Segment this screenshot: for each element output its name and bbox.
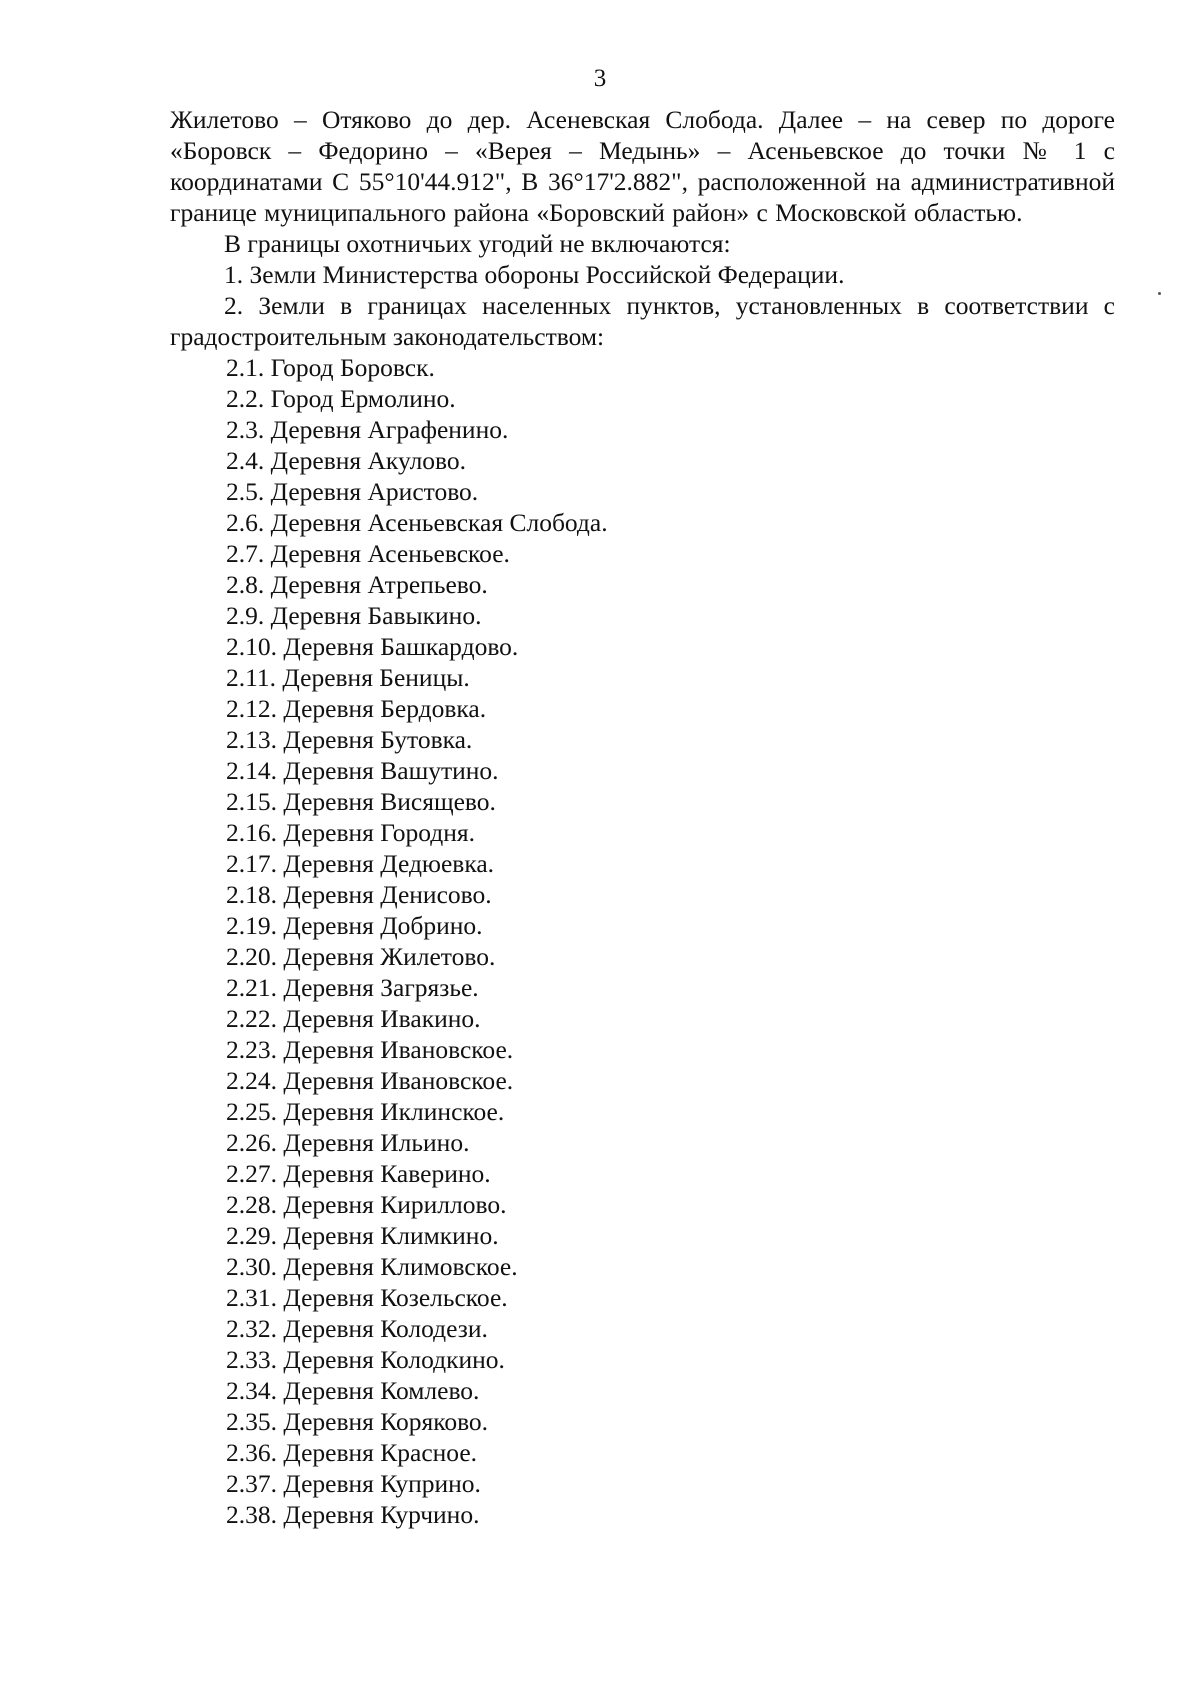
settlement-list-item: 2.24. Деревня Ивановское. — [226, 1066, 514, 1095]
settlement-list-item: 2.31. Деревня Козельское. — [226, 1283, 508, 1312]
settlement-list-item: 2.8. Деревня Атрепьево. — [226, 570, 488, 599]
settlement-list-item: 2.26. Деревня Ильино. — [226, 1128, 470, 1157]
settlement-list-item: 2.20. Деревня Жилетово. — [226, 942, 496, 971]
settlement-list-item: 2.37. Деревня Куприно. — [226, 1469, 481, 1498]
settlement-list-item: 2.21. Деревня Загрязье. — [226, 973, 479, 1002]
settlement-list-item: 2.6. Деревня Асеньевская Слобода. — [226, 508, 608, 537]
settlement-list-item: 2.25. Деревня Иклинское. — [226, 1097, 505, 1126]
settlement-list-item: 2.9. Деревня Бавыкино. — [226, 601, 482, 630]
scan-speck — [1158, 292, 1161, 295]
settlement-list-item: 2.30. Деревня Климовское. — [226, 1252, 518, 1281]
exclusions-heading: В границы охотничьих угодий не включаются: — [224, 229, 731, 258]
settlement-list — [170, 352, 1115, 1530]
settlement-list-item: 2.15. Деревня Висящево. — [226, 787, 496, 816]
settlement-list-item: 2.13. Деревня Бутовка. — [226, 725, 473, 754]
settlement-list-item: 2.11. Деревня Беницы. — [226, 663, 470, 692]
settlement-list-item: 2.16. Деревня Городня. — [226, 818, 475, 847]
settlement-list-item: 2.22. Деревня Ивакино. — [226, 1004, 481, 1033]
settlement-list-item: 2.32. Деревня Колодези. — [226, 1314, 488, 1343]
settlement-list-item: 2.2. Город Ермолино. — [226, 384, 456, 413]
settlement-list-item: 2.10. Деревня Башкардово. — [226, 632, 519, 661]
settlement-list-item: 2.38. Деревня Курчино. — [226, 1500, 480, 1529]
settlement-list-item: 2.17. Деревня Дедюевка. — [226, 849, 495, 878]
settlement-list-item: 2.34. Деревня Комлево. — [226, 1376, 480, 1405]
document-body — [170, 104, 1115, 1530]
settlement-list-item: 2.36. Деревня Красное. — [226, 1438, 478, 1467]
settlement-list-item: 2.23. Деревня Ивановское. — [226, 1035, 514, 1064]
settlement-list-item: 2.3. Деревня Аграфенино. — [226, 415, 509, 444]
settlement-list-item: 2.27. Деревня Каверино. — [226, 1159, 491, 1188]
settlement-list-item: 2.7. Деревня Асеньевское. — [226, 539, 510, 568]
page-number: 3 — [593, 65, 607, 92]
settlement-list-item: 2.12. Деревня Бердовка. — [226, 694, 487, 723]
settlement-list-item: 2.18. Деревня Денисово. — [226, 880, 492, 909]
settlement-list-item: 2.28. Деревня Кириллово. — [226, 1190, 507, 1219]
exclusion-item-1: 1. Земли Министерства обороны Российской Федерации. — [224, 260, 845, 289]
settlement-list-item: 2.1. Город Боровск. — [226, 353, 435, 382]
exclusion-item-2: 2. Земли в границах населенных пунктов, установленных в соответствии с градостроительным законодательством: — [170, 291, 1115, 351]
settlement-list-item: 2.19. Деревня Добрино. — [226, 911, 483, 940]
settlement-list-item: 2.14. Деревня Вашутино. — [226, 756, 499, 785]
settlement-list-item: 2.4. Деревня Акулово. — [226, 446, 467, 475]
settlement-list-item: 2.5. Деревня Аристово. — [226, 477, 479, 506]
settlement-list-item: 2.35. Деревня Коряково. — [226, 1407, 489, 1436]
boundary-description-paragraph: Жилетово – Отяково до дер. Асеневская Слобода. Далее – на север по дороге «Боровск – Федорино – «Верея – Медынь» – Асеньевское до точки № 1 с координатами С 55°10'44.912", В 36°17'2.882", расположенной на административной границе муниципального района «Боровский район» с Московской областью. — [170, 105, 1115, 227]
settlement-list-item: 2.29. Деревня Климкино. — [226, 1221, 499, 1250]
settlement-list-item: 2.33. Деревня Колодкино. — [226, 1345, 505, 1374]
